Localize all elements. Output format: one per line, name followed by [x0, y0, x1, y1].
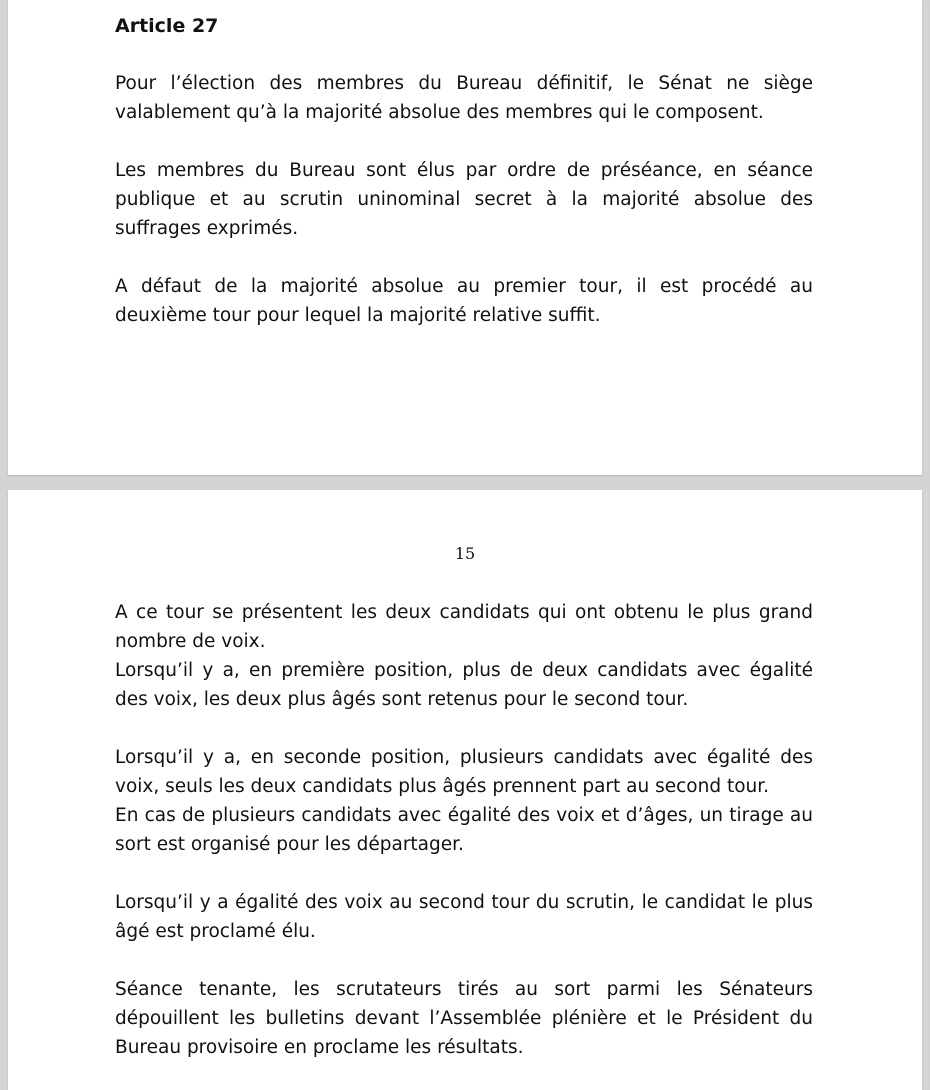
paragraph-line: En cas de plusieurs candidats avec égalité des voix et d’âges, un tirage au sort est organisé pour les départager. [115, 805, 813, 855]
paragraph-line: A ce tour se présentent les deux candidats qui ont obtenu le plus grand nombre de voix. [115, 602, 813, 652]
paragraph-line: Lorsqu’il y a, en seconde position, plusieurs candidats avec égalité des voix, seuls les deux candidats plus âgés prennent part au second tour. [115, 747, 813, 797]
paragraph-text: Les membres du Bureau sont élus par ordre de préséance, en séance publique et au scrutin uninominal secret à la majorité absolue des suffrages exprimés. [115, 160, 813, 239]
paragraph-election-method [115, 156, 813, 243]
document-page-bottom [8, 490, 922, 1090]
document-page-top [8, 0, 922, 475]
paragraph-line: Séance tenante, les scrutateurs tirés au sort parmi les Sénateurs dépouillent les bulletins devant l’Assemblée plénière et le Président du Bureau provisoire en proclame les résultats. [115, 979, 813, 1058]
paragraph-text: A défaut de la majorité absolue au premier tour, il est procédé au deuxième tour pour lequel la majorité relative suffit. [115, 276, 813, 326]
paragraph-second-round [115, 272, 813, 330]
paragraph-second-position [115, 743, 813, 859]
paragraph-tie-second-round [115, 888, 813, 946]
paragraph-line: Lorsqu’il y a, en première position, plus de deux candidats avec égalité des voix, les deux plus âgés sont retenus pour le second tour. [115, 660, 813, 710]
page-number: 15 [454, 544, 476, 563]
article-heading: Article 27 [115, 15, 219, 37]
paragraph-text: Pour l’élection des membres du Bureau définitif, le Sénat ne siège valablement qu’à la majorité absolue des membres qui le composent. [115, 73, 813, 123]
paragraph-vote-count [115, 975, 813, 1062]
paragraph-quorum [115, 69, 813, 127]
paragraph-first-position [115, 598, 813, 714]
paragraph-line: Lorsqu’il y a égalité des voix au second tour du scrutin, le candidat le plus âgé est proclamé élu. [115, 892, 813, 942]
